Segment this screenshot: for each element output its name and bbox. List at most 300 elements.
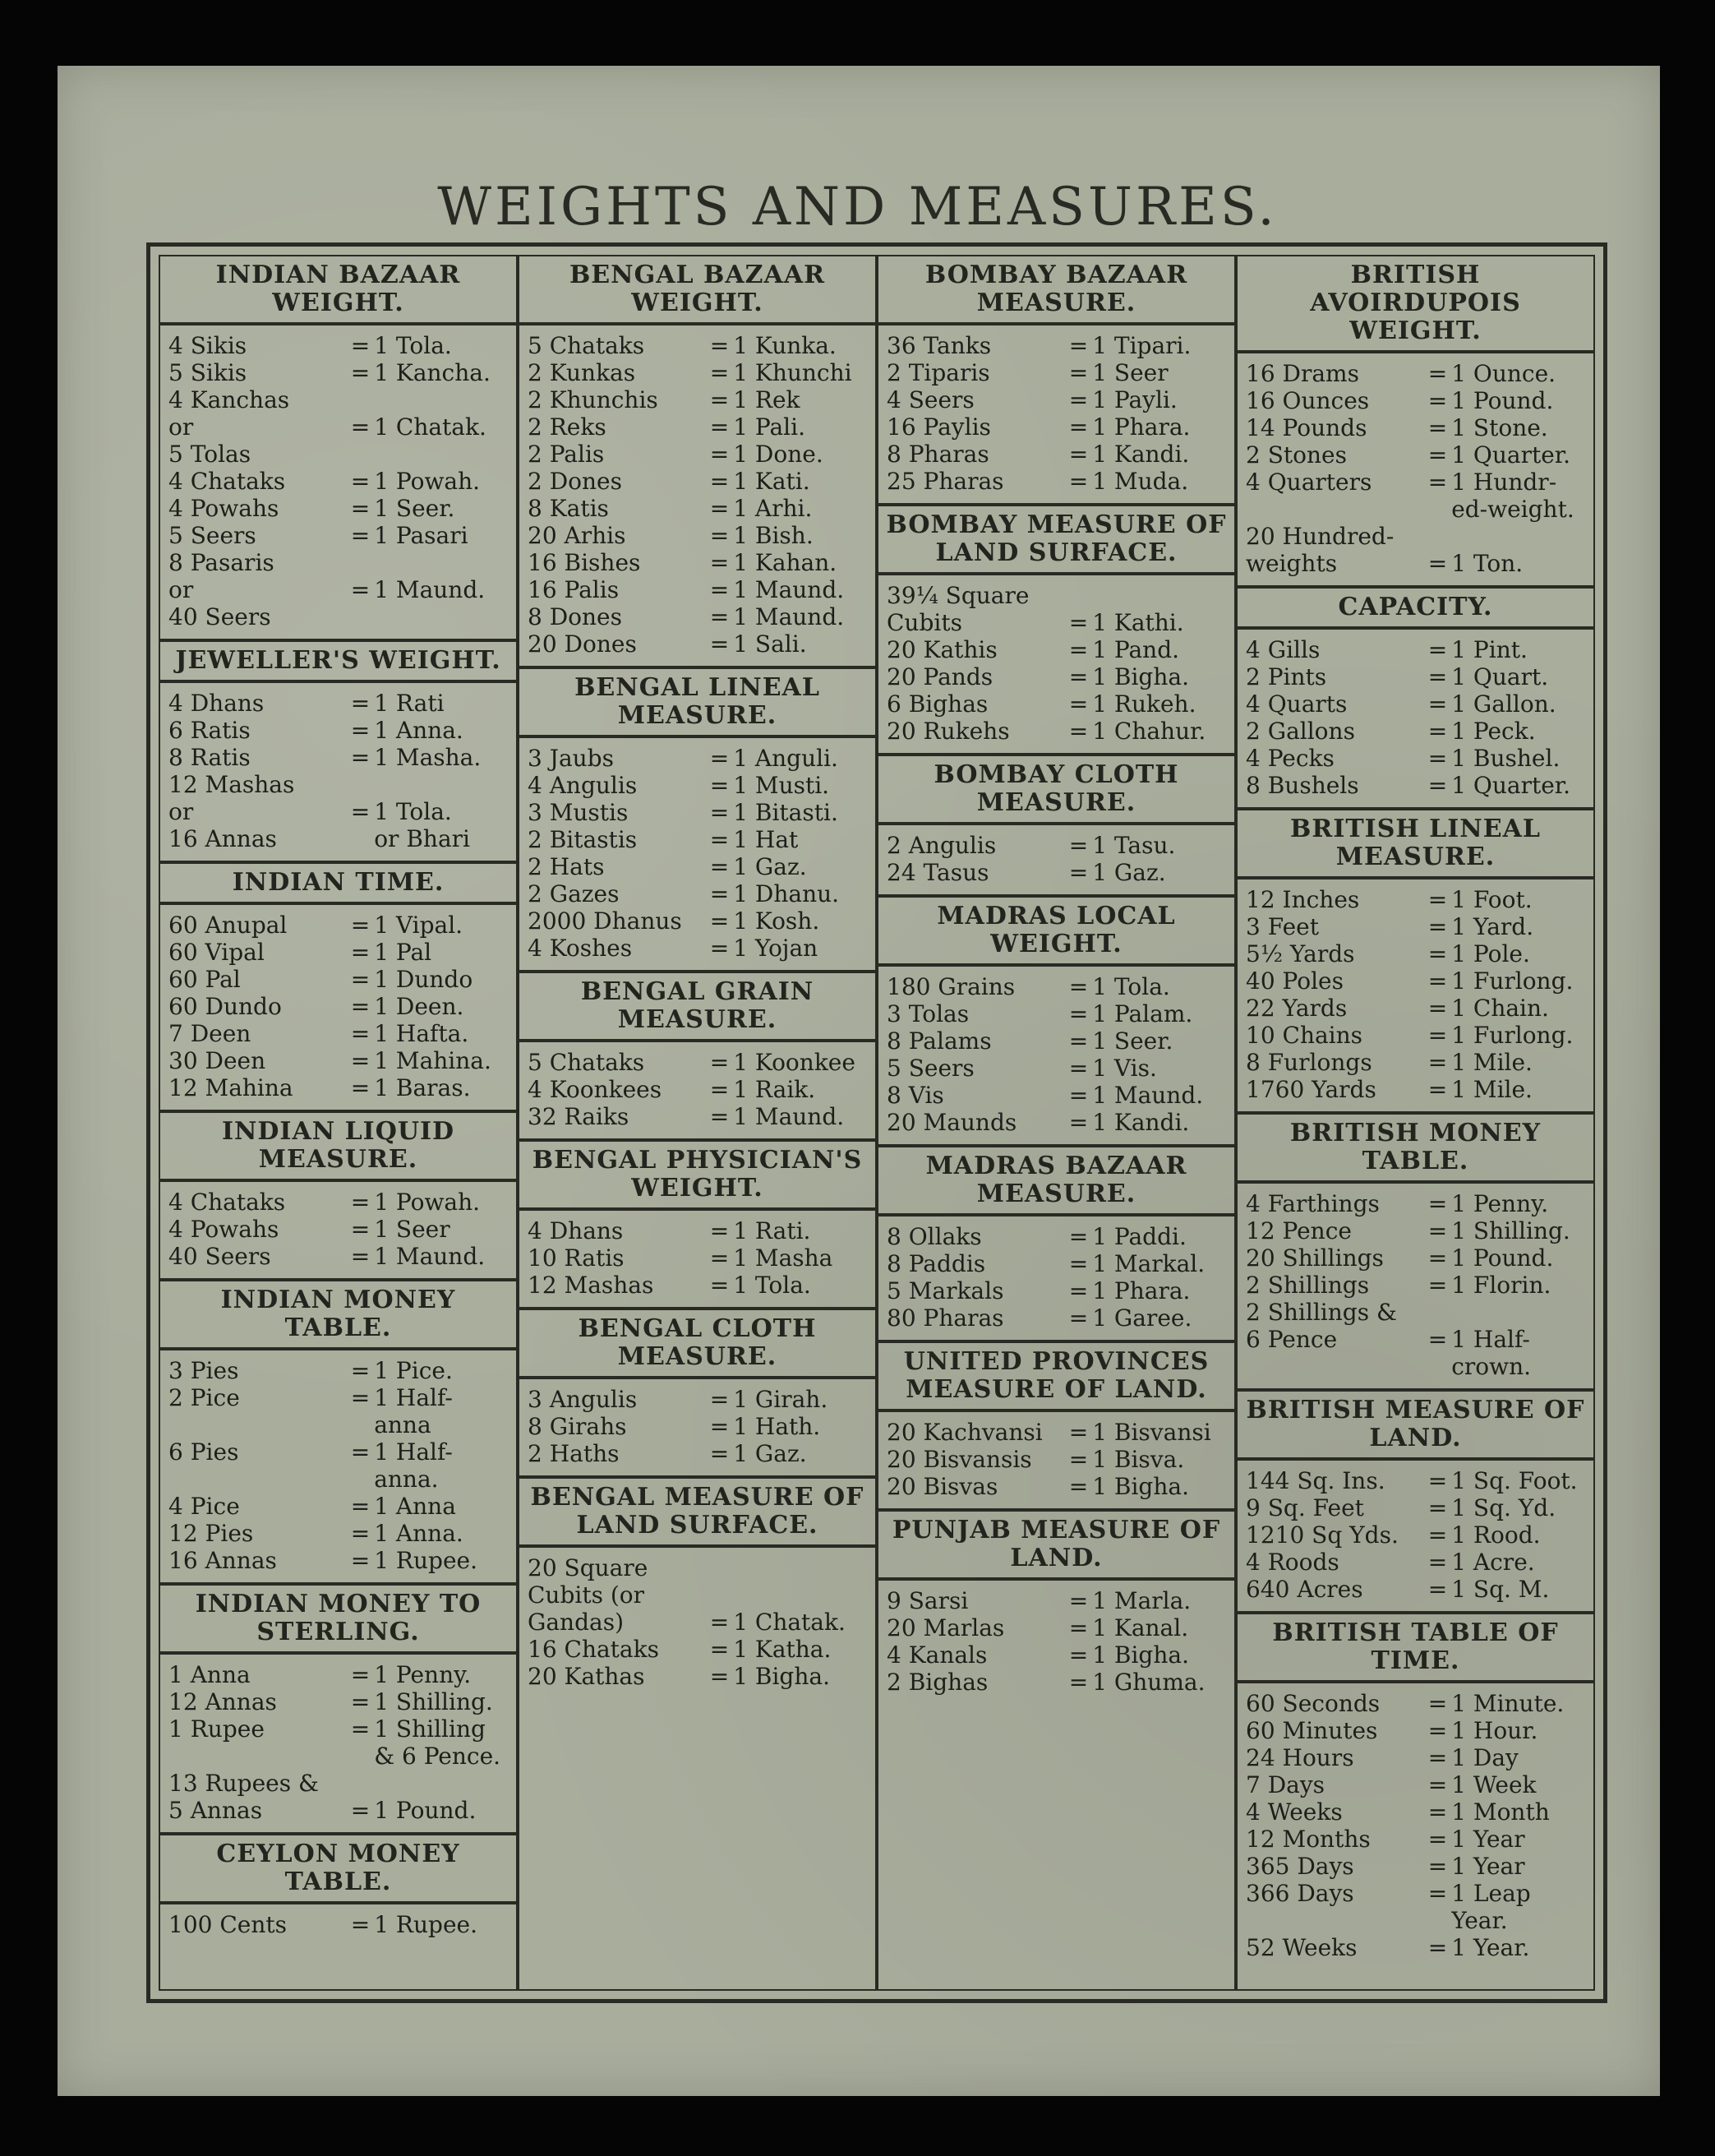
row-equivalent (374, 386, 511, 413)
table-row (528, 1272, 870, 1299)
equals-sign: = (709, 332, 730, 359)
row-equivalent: 1 Day (1451, 1744, 1519, 1771)
equals-sign: = (1427, 387, 1448, 414)
row-quantity: 3 Feet (1246, 913, 1320, 940)
section-rows (1238, 1184, 1593, 1388)
equals-sign: = (709, 772, 730, 799)
row-equivalent: 1 Tola. (733, 1272, 811, 1299)
equals-sign: = (709, 1609, 730, 1636)
table-row (1246, 1853, 1588, 1880)
equals-sign: = (709, 549, 730, 576)
table-row (1246, 1826, 1588, 1853)
row-quantity: weights (1246, 550, 1338, 577)
row-quantity: 16 Bishes (528, 549, 641, 576)
row-equivalent: 1 Peck. (1451, 718, 1536, 745)
table-row (1246, 718, 1588, 745)
equals-sign: = (1427, 360, 1448, 387)
row-equivalent: 1 Tola. (374, 798, 452, 825)
row-equivalent: 1 Rupee. (374, 1547, 477, 1574)
equals-sign: = (709, 745, 730, 772)
row-equivalent: 1 Powah. (374, 1189, 481, 1216)
row-quantity: 20 Shillings (1246, 1244, 1384, 1272)
row-equivalent: 1 Week (1451, 1771, 1537, 1798)
row-equivalent: 1 Rati (374, 690, 445, 717)
equals-sign: = (1068, 1587, 1089, 1614)
equals-sign: = (1068, 1109, 1089, 1136)
row-equivalent: 1 Maund. (374, 576, 486, 603)
equals-sign: = (350, 717, 371, 744)
table-row (168, 993, 511, 1020)
row-quantity: 60 Pal (168, 966, 241, 993)
table-row (887, 1223, 1229, 1250)
equals-sign: = (1427, 1576, 1448, 1603)
row-quantity: 5 Chataks (528, 332, 645, 359)
table-row (168, 1074, 511, 1101)
row-equivalent: 1 Rood. (1451, 1521, 1541, 1549)
row-equivalent: 1 Penny. (1451, 1190, 1549, 1217)
equals-sign: = (350, 495, 371, 522)
measure-section (878, 894, 1234, 1144)
row-equivalent: 1 Vis. (1092, 1055, 1157, 1082)
table-row (1246, 1907, 1588, 1934)
row-equivalent: 1 Pint. (1451, 636, 1528, 663)
table-row (168, 603, 511, 630)
row-quantity: 5 Chataks (528, 1049, 645, 1076)
row-equivalent: 1 Masha. (374, 744, 482, 771)
section-title: INDIAN LIQUID MEASURE. (160, 1110, 516, 1182)
equals-sign: = (1427, 469, 1448, 496)
page-title: WEIGHTS AND MEASURES. (437, 177, 1278, 238)
section-rows (160, 683, 516, 861)
row-quantity: 5 Tolas (168, 441, 251, 468)
row-equivalent: 1 Bushel. (1451, 745, 1561, 772)
equals-sign: = (709, 907, 730, 935)
equals-sign: = (350, 1047, 371, 1074)
row-equivalent: 1 Seer. (1092, 1027, 1173, 1055)
row-equivalent: 1 Hour. (1451, 1717, 1538, 1744)
row-quantity: 4 Dhans (528, 1217, 624, 1244)
equals-sign: = (350, 1216, 371, 1243)
row-equivalent: 1 Anna (374, 1493, 456, 1520)
table-row (168, 1520, 511, 1547)
row-equivalent: 1 Pound. (1451, 1244, 1554, 1272)
equals-sign: = (1427, 1217, 1448, 1244)
equals-sign (347, 1466, 374, 1493)
row-equivalent: 1 Garee. (1092, 1304, 1192, 1332)
table-row (887, 609, 1229, 636)
equals-sign (347, 441, 374, 468)
table-row (1246, 1272, 1588, 1299)
row-equivalent: 1 Vipal. (374, 912, 463, 939)
table-row (168, 1020, 511, 1047)
measure-section (878, 1144, 1234, 1340)
table-row (1246, 913, 1588, 940)
row-equivalent: 1 Seer (1092, 359, 1169, 386)
table-row (168, 798, 511, 825)
table-row (528, 880, 870, 907)
row-quantity: 2 Kunkas (528, 359, 636, 386)
row-equivalent: 1 Girah. (733, 1386, 828, 1413)
equals-sign (1424, 496, 1451, 523)
row-equivalent: 1 Mile. (1451, 1076, 1533, 1103)
row-equivalent: 1 Bish. (733, 522, 814, 549)
row-equivalent: 1 Katha. (733, 1636, 832, 1663)
equals-sign: = (709, 359, 730, 386)
table-row (887, 386, 1229, 413)
equals-sign: = (1068, 690, 1089, 718)
row-quantity: 40 Seers (168, 1243, 271, 1270)
table-row (528, 413, 870, 441)
equals-sign: = (350, 1189, 371, 1216)
equals-sign: = (709, 853, 730, 880)
table-row (887, 359, 1229, 386)
row-equivalent: 1 Pal (374, 939, 432, 966)
equals-sign: = (350, 1520, 371, 1547)
table-row (168, 359, 511, 386)
equals-sign: = (709, 468, 730, 495)
table-row (168, 1547, 511, 1574)
row-quantity: 40 Seers (168, 603, 271, 630)
table-column (519, 256, 878, 1989)
equals-sign: = (1427, 414, 1448, 441)
equals-sign: = (350, 1547, 371, 1574)
equals-sign: = (350, 993, 371, 1020)
equals-sign: = (350, 1357, 371, 1384)
section-rows (160, 1904, 516, 1946)
table-row (1246, 1326, 1588, 1353)
row-equivalent: 1 Maund. (1092, 1082, 1204, 1109)
equals-sign: = (1068, 1000, 1089, 1027)
row-quantity: 144 Sq. Ins. (1246, 1467, 1385, 1494)
row-quantity: 60 Anupal (168, 912, 288, 939)
equals-sign: = (1427, 886, 1448, 913)
row-equivalent: 1 Year (1451, 1826, 1525, 1853)
section-rows (878, 325, 1234, 503)
row-quantity: 20 Bisvansis (887, 1446, 1032, 1473)
row-equivalent: 1 Foot. (1451, 886, 1533, 913)
equals-sign: = (1068, 1446, 1089, 1473)
table-row (1246, 1717, 1588, 1744)
table-row (528, 603, 870, 630)
row-equivalent: 1 Musti. (733, 772, 830, 799)
equals-sign: = (350, 939, 371, 966)
row-equivalent: 1 Minute. (1451, 1690, 1565, 1717)
table-row (1246, 1467, 1588, 1494)
row-equivalent: 1 Furlong. (1451, 967, 1574, 995)
row-equivalent: 1 Paddi. (1092, 1223, 1187, 1250)
row-quantity: 8 Girahs (528, 1413, 627, 1440)
row-equivalent: 1 Year. (1451, 1934, 1530, 1961)
row-quantity: 4 Koonkees (528, 1076, 662, 1103)
row-quantity: 5 Markals (887, 1277, 1004, 1304)
measure-section (160, 1832, 516, 1946)
row-quantity: 180 Grains (887, 973, 1016, 1000)
row-quantity: 20 Hundred- (1246, 523, 1395, 550)
row-equivalent: 1 Rukeh. (1092, 690, 1196, 718)
row-equivalent: 1 Sq. Foot. (1451, 1467, 1578, 1494)
table-row (1246, 496, 1588, 523)
section-rows (519, 738, 875, 970)
row-quantity: 2 Bitastis (528, 826, 638, 853)
row-equivalent: 1 Rupee. (374, 1911, 477, 1938)
table-row (887, 1000, 1229, 1027)
row-equivalent: 1 Month (1451, 1798, 1550, 1826)
row-quantity: 100 Cents (168, 1911, 287, 1938)
row-equivalent: 1 Chain. (1451, 995, 1549, 1022)
row-quantity: 2 Pice (168, 1384, 240, 1411)
row-quantity: 5 Sikis (168, 359, 247, 386)
equals-sign: = (1427, 663, 1448, 690)
equals-sign: = (1427, 745, 1448, 772)
section-title: INDIAN TIME. (160, 861, 516, 905)
section-title: BRITISH MONEY TABLE. (1238, 1111, 1593, 1184)
row-equivalent: 1 Sali. (733, 630, 807, 658)
row-quantity: 20 Arhis (528, 522, 626, 549)
row-quantity: 8 Ratis (168, 744, 251, 771)
row-quantity: 20 Dones (528, 630, 637, 658)
section-rows (1238, 630, 1593, 807)
equals-sign: = (1068, 663, 1089, 690)
table-row (528, 1636, 870, 1663)
row-equivalent: 1 Kati. (733, 468, 810, 495)
row-equivalent: 1 Palam. (1092, 1000, 1193, 1027)
equals-sign: = (350, 1384, 371, 1411)
equals-sign: = (709, 1413, 730, 1440)
table-row (528, 853, 870, 880)
row-quantity: 20 Square (528, 1554, 648, 1581)
row-quantity: 30 Deen (168, 1047, 266, 1074)
row-equivalent: 1 Quarter. (1451, 441, 1570, 469)
table-row (528, 332, 870, 359)
row-equivalent: 1 Khunchi (733, 359, 852, 386)
measure-section (519, 256, 875, 666)
table-row (887, 1419, 1229, 1446)
table-row (168, 549, 511, 576)
section-rows (878, 1217, 1234, 1340)
row-quantity: 6 Ratis (168, 717, 251, 744)
row-quantity (1246, 1353, 1424, 1380)
table-row (1246, 1076, 1588, 1103)
row-quantity: 4 Kanchas (168, 386, 290, 413)
row-equivalent: 1 Shilling. (374, 1688, 493, 1715)
row-equivalent: 1 Anguli. (733, 745, 838, 772)
table-row (887, 1304, 1229, 1332)
row-quantity: 16 Chataks (528, 1636, 659, 1663)
row-equivalent: 1 Year (1451, 1853, 1525, 1880)
row-equivalent: 1 Seer. (374, 495, 455, 522)
row-quantity: 4 Kanals (887, 1641, 988, 1669)
row-quantity: 12 Mahina (168, 1074, 293, 1101)
row-quantity: 12 Pies (168, 1520, 254, 1547)
section-rows (519, 1548, 875, 1698)
row-equivalent: 1 Hath. (733, 1413, 821, 1440)
row-equivalent: 1 Phara. (1092, 413, 1191, 441)
row-equivalent (733, 1554, 870, 1581)
row-quantity: 2 Haths (528, 1440, 620, 1467)
equals-sign: = (709, 1386, 730, 1413)
row-quantity: 16 Annas (168, 1547, 277, 1574)
table-row (887, 1055, 1229, 1082)
table-row (887, 859, 1229, 886)
row-equivalent: 1 Stone. (1451, 414, 1548, 441)
equals-sign: = (709, 495, 730, 522)
table-row (168, 1357, 511, 1384)
equals-sign (347, 386, 374, 413)
row-equivalent: 1 Rati. (733, 1217, 811, 1244)
row-quantity: 25 Pharas (887, 468, 1004, 495)
row-equivalent (1451, 523, 1588, 550)
equals-sign: = (1068, 1473, 1089, 1500)
row-equivalent (1092, 582, 1229, 609)
equals-sign (1424, 1299, 1451, 1326)
section-title: INDIAN MONEY TO STERLING. (160, 1582, 516, 1655)
table-row (1246, 1934, 1588, 1961)
row-equivalent: 1 Chatak. (733, 1609, 846, 1636)
table-row (1246, 414, 1588, 441)
section-title: BOMBAY BAZAAR MEASURE. (878, 256, 1234, 325)
row-equivalent: 1 Kathi. (1092, 609, 1184, 636)
table-row (1246, 550, 1588, 577)
table-row (528, 772, 870, 799)
table-row (528, 826, 870, 853)
table-row (1246, 886, 1588, 913)
row-equivalent: 1 Shilling (374, 1715, 486, 1743)
row-equivalent: 1 Ounce. (1451, 360, 1556, 387)
section-rows (519, 1211, 875, 1307)
equals-sign: = (350, 1715, 371, 1743)
row-equivalent: 1 Gaz. (733, 853, 807, 880)
row-quantity: 3 Angulis (528, 1386, 638, 1413)
table-row (1246, 360, 1588, 387)
row-quantity: 20 Pands (887, 663, 994, 690)
section-rows (519, 1379, 875, 1475)
row-equivalent: & 6 Pence. (374, 1743, 501, 1770)
row-quantity: 1 Anna (168, 1661, 251, 1688)
equals-sign: = (1427, 1076, 1448, 1103)
row-equivalent: 1 Kanal. (1092, 1614, 1189, 1641)
equals-sign: = (350, 1661, 371, 1688)
row-quantity: 22 Yards (1246, 995, 1348, 1022)
table-row (1246, 1353, 1588, 1380)
equals-sign (706, 1581, 733, 1609)
table-row (1246, 1690, 1588, 1717)
equals-sign: = (1068, 1223, 1089, 1250)
row-quantity: 3 Mustis (528, 799, 629, 826)
row-quantity: 2 Khunchis (528, 386, 658, 413)
equals-sign: = (1068, 859, 1089, 886)
section-rows (160, 1655, 516, 1832)
row-quantity: 12 Annas (168, 1688, 277, 1715)
equals-sign: = (1068, 609, 1089, 636)
row-quantity: 4 Seers (887, 386, 975, 413)
table-row (528, 1609, 870, 1636)
row-quantity: 4 Roods (1246, 1549, 1339, 1576)
row-equivalent (374, 549, 511, 576)
equals-sign: = (1068, 359, 1089, 386)
row-quantity (168, 1411, 347, 1438)
row-quantity: 4 Angulis (528, 772, 638, 799)
table-row (1246, 1494, 1588, 1521)
row-equivalent: 1 Masha (733, 1244, 833, 1272)
section-title: BRITISH AVOIRDUPOIS WEIGHT. (1238, 256, 1593, 353)
table-row (168, 413, 511, 441)
row-equivalent: 1 Rek (733, 386, 800, 413)
row-quantity: Gandas) (528, 1609, 625, 1636)
table-row (887, 1587, 1229, 1614)
equals-sign: = (1427, 718, 1448, 745)
equals-sign: = (1068, 1614, 1089, 1641)
section-title: BRITISH TABLE OF TIME. (1238, 1611, 1593, 1683)
table-row (887, 832, 1229, 859)
table-row (168, 332, 511, 359)
measure-section (519, 1307, 875, 1475)
row-equivalent: 1 Acre. (1451, 1549, 1535, 1576)
equals-sign: = (709, 1076, 730, 1103)
row-equivalent: 1 Deen. (374, 993, 464, 1020)
row-quantity: 2 Dones (528, 468, 622, 495)
equals-sign: = (1427, 940, 1448, 967)
equals-sign: = (1427, 1744, 1448, 1771)
equals-sign: = (1427, 1244, 1448, 1272)
equals-sign: = (350, 332, 371, 359)
measure-section (519, 970, 875, 1138)
row-quantity: 9 Sq. Feet (1246, 1494, 1364, 1521)
table-row (1246, 1299, 1588, 1326)
equals-sign: = (1427, 1690, 1448, 1717)
equals-sign (347, 549, 374, 576)
table-row (528, 745, 870, 772)
row-equivalent: 1 Maund. (733, 1103, 845, 1130)
table-row (1246, 387, 1588, 414)
equals-sign: = (1068, 413, 1089, 441)
equals-sign: = (1068, 718, 1089, 745)
equals-sign (347, 771, 374, 798)
table-row (1246, 1049, 1588, 1076)
table-column (160, 256, 519, 1989)
row-quantity: 10 Chains (1246, 1022, 1363, 1049)
table-row (528, 1581, 870, 1609)
table-row (1246, 1771, 1588, 1798)
equals-sign: = (1427, 995, 1448, 1022)
equals-sign: = (350, 1493, 371, 1520)
table-row (887, 718, 1229, 745)
row-equivalent (374, 771, 511, 798)
equals-sign: = (1427, 1467, 1448, 1494)
row-quantity: 3 Tolas (887, 1000, 970, 1027)
equals-sign: = (1427, 1326, 1448, 1353)
row-quantity: 4 Sikis (168, 332, 247, 359)
row-quantity: 20 Marlas (887, 1614, 1005, 1641)
equals-sign: = (709, 1217, 730, 1244)
row-equivalent: 1 Raik. (733, 1076, 816, 1103)
table-grid (159, 255, 1595, 1991)
row-quantity: 12 Mashas (168, 771, 295, 798)
row-equivalent: 1 Hat (733, 826, 799, 853)
measure-section (1238, 1111, 1593, 1388)
row-equivalent: 1 Maund. (733, 576, 845, 603)
row-equivalent: anna (374, 1411, 431, 1438)
equals-sign: = (1068, 832, 1089, 859)
row-quantity: 24 Hours (1246, 1744, 1354, 1771)
row-equivalent: 1 Quarter. (1451, 772, 1570, 799)
equals-sign (347, 1411, 374, 1438)
table-row (168, 1688, 511, 1715)
equals-sign: = (1427, 967, 1448, 995)
table-row (168, 825, 511, 852)
measure-section (160, 1582, 516, 1832)
row-quantity: 1 Rupee (168, 1715, 265, 1743)
table-row (1246, 441, 1588, 469)
